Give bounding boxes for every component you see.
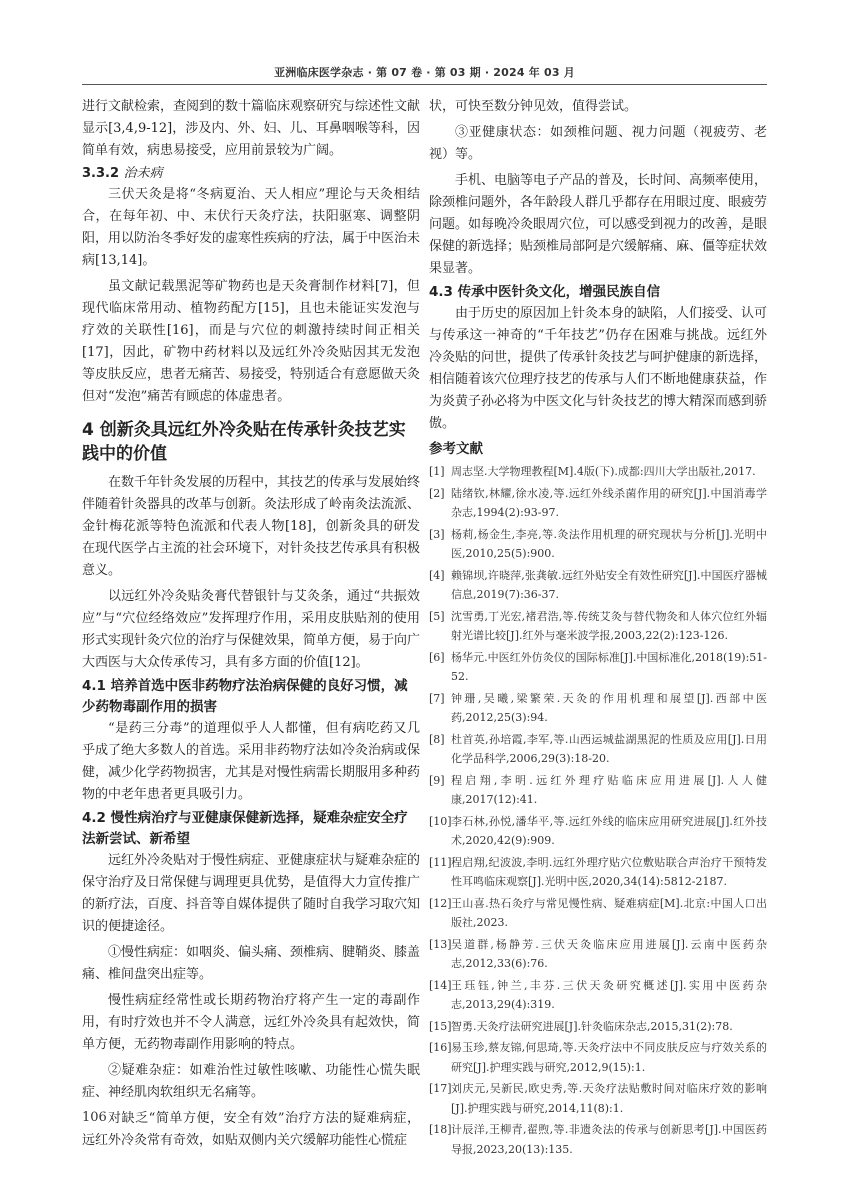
section-heading-3-3-2 — [82, 164, 420, 184]
reference-item — [429, 648, 767, 687]
reference-number: [6] — [429, 650, 445, 664]
section-heading-4-2: 4.2 慢性病治疗与亚健康保健新选择，疑难杂症安全疗法新尝试、新希望 — [82, 810, 408, 847]
right-column — [429, 96, 767, 1161]
paragraph: 三伏天灸是将“冬病夏治、天人相应”理论与天灸相结合，在每年初、中、末伏行天灸疗法，扶阳驱寒、调整阴阳，用以防治冬季好发的虚寒性疾病的疗法，属于中医治未病[13,14]。 — [82, 187, 421, 268]
reference-number: [12] — [429, 896, 452, 910]
reference-text: 王山喜.热石灸疗与常见慢性病、疑难病症[M].北京:中国人口出版社,2023. — [451, 896, 767, 929]
reference-text: 周志坚.大学物理教程[M].4版(下).成都:四川大学出版社,2017. — [451, 465, 756, 478]
reference-item — [429, 1038, 767, 1077]
reference-text: 李石林,孙悦,潘华平,等.远红外线的临床应用研究进展[J].红外技术,2020,42(9):909. — [451, 814, 767, 847]
reference-text: 杜首英,孙培霞,李军,等.山西运城盐湖黑泥的性质及应用[J].日用化学品科学,2006,29(3):18-20. — [451, 732, 767, 765]
reference-item — [429, 730, 767, 769]
reference-item — [429, 771, 767, 810]
reference-text: 钟珊,吴曦,梁繁荣.天灸的作用机理和展望[J].西部中医药,2012,25(3):94. — [451, 691, 767, 724]
reference-number: [14] — [429, 978, 452, 992]
reference-text: 杨莉,杨金生,李亮,等.灸法作用机理的研究现状与分析[J].光明中医,2010,25(5):900. — [451, 527, 767, 560]
section-number: 3.3.2 — [82, 166, 120, 181]
reference-item — [429, 812, 767, 851]
reference-item — [429, 1120, 767, 1159]
reference-item — [429, 1017, 767, 1037]
header-rule — [82, 84, 767, 85]
section-title: 治未病 — [123, 166, 163, 181]
reference-number: [4] — [429, 568, 445, 582]
left-column — [82, 96, 420, 1152]
reference-item — [429, 689, 767, 728]
paragraph: 状，可快至数分钟见效，值得尝试。 — [429, 99, 638, 114]
reference-text: 计辰洋,王柳青,翟煦,等.非遗灸法的传承与创新思考[J].中国医药导报,2023,20(13):135. — [451, 1123, 767, 1156]
paragraph: 远红外冷灸贴对于慢性病症、亚健康症状与疑难杂症的保守治疗及日常保健与调理更具优势，是值得大力宣传推广的新疗法，百度、抖音等自媒体提供了随时自我学习取穴知识的便捷途径。 — [82, 853, 421, 934]
paragraph: 在数千年针灸发展的历程中，其技艺的传承与发展始终伴随着针灸器具的改革与创新。灸法形成了岭南灸法流派、金针梅花派等特色流派和代表人物[18]，创新灸具的研发在现代医学占主流的社会环境下，对针灸技艺传承具有积极意义。 — [82, 475, 421, 578]
reference-text: 刘庆元,吴新民,欧史秀,等.天灸疗法贴敷时间对临床疗效的影响[J].护理实践与研究,2014,11(8):1. — [451, 1082, 767, 1115]
paragraph: 对缺乏“简单方便，安全有效”治疗方法的疑难病症，远红外冷灸常有奇效，如贴双侧内关穴缓解功能性心慌症 — [82, 1111, 420, 1148]
reference-text: 吴道群,杨静芳.三伏天灸临床应用进展[J].云南中医药杂志,2012,33(6):76. — [451, 937, 767, 970]
reference-number: [13] — [429, 937, 452, 951]
paragraph: 由于历史的原因加上针灸本身的缺陷，人们接受、认可与传承这一神奇的“千年技艺”仍存在困难与挑战。远红外冷灸贴的问世，提供了传承针灸技艺与呵护健康的新选择，相信随着该穴位理疗技艺的传承与人们不断地健康获益，作为炎黄子孙必将为中医文化与针灸技艺的博大精深而感到骄傲。 — [429, 306, 768, 431]
reference-number: [5] — [429, 609, 445, 623]
reference-item — [429, 853, 767, 892]
reference-item — [429, 462, 767, 482]
reference-item — [429, 525, 767, 564]
reference-text: 杨华元.中医红外仿灸仪的国际标准[J].中国标准化,2018(19):51-52. — [451, 650, 767, 683]
paragraph: 进行文献检索，查阅到的数十篇临床观察研究与综述性文献显示[3,4,9-12]，涉及内、外、妇、儿、耳鼻咽喉等科，因简单有效，病患易接受，应用前景较为广阔。 — [82, 99, 421, 158]
reference-number: [2] — [429, 486, 445, 500]
reference-text: 陆绪钦,林耀,徐水凌,等.远红外线杀菌作用的研究[J].中国消毒学杂志,1994(2):93-97. — [451, 486, 767, 519]
reference-item — [429, 1079, 767, 1118]
reference-text: 王珏钰,钟兰,丰芬.三伏天灸研究概述[J].实用中医药杂志,2013,29(4):319. — [451, 978, 767, 1011]
reference-number: [18] — [429, 1123, 452, 1136]
reference-item — [429, 484, 767, 523]
reference-text: 智勇.天灸疗法研究进展[J].针灸临床杂志,2015,31(2):78. — [451, 1019, 733, 1033]
page-number: 106 — [82, 1110, 107, 1125]
reference-number: [17] — [429, 1082, 452, 1095]
paragraph: “是药三分毒”的道理似乎人人都懂，但有病吃药又几乎成了绝大多数人的首选。采用非药物疗法如冷灸治病或保健，减少化学药物损害，尤其是对慢性病需长期服用多种药物的中老年患者更具吸引力。 — [82, 721, 421, 802]
reference-text: 程启翔,李明.远红外理疗贴临床应用进展[J].人人健康,2017(12):41. — [451, 773, 767, 806]
reference-number: [10] — [429, 814, 452, 828]
reference-number: [9] — [429, 773, 445, 787]
references-heading: 参考文献 — [429, 441, 483, 457]
reference-number: [15] — [429, 1019, 452, 1033]
paragraph: 手机、电脑等电子产品的普及，长时间、高频率使用，除颈椎问题外，各年龄段人群几乎都存在用眼过度、眼疲劳问题。如每晚冷灸眼周穴位，可以感受到视力的改善，是眼保健的新选择；贴颈椎局部阿是穴缓解痛、麻、僵等症状效果显著。 — [429, 173, 768, 276]
reference-number: [8] — [429, 732, 445, 746]
paragraph: 以远红外冷灸贴灸膏代替银针与艾灸条，通过“共振效应”与“穴位经络效应”发挥理疗作用，采用皮肤贴剂的使用形式实现针灸穴位的治疗与保健效果，简单方便，易于向广大西医与大众传承传习，具有多方面的价值[12]。 — [82, 589, 421, 670]
reference-number: [7] — [429, 691, 445, 705]
reference-number: [3] — [429, 527, 445, 541]
reference-item — [429, 976, 767, 1015]
paragraph: 慢性病症经常性或长期药物治疗将产生一定的毒副作用，有时疗效也并不令人满意，远红外冷灸具有起效快，简单方便，无药物毒副作用影响的特点。 — [82, 993, 421, 1052]
paragraph: ①慢性病症：如咽炎、偏头痛、颈椎病、腱鞘炎、膝盖痛、椎间盘突出症等。 — [82, 945, 421, 982]
reference-number: [1] — [429, 465, 445, 478]
reference-number: [11] — [429, 855, 452, 869]
reference-text: 程启翔,纪波波,李明.远红外理疗贴穴位敷贴联合声治疗干预特发性耳鸣临床观察[J].光明中医,2020,34(14):5812-2187. — [451, 855, 767, 888]
reference-text: 沈雪勇,丁光宏,褚君浩,等.传统艾灸与替代物灸和人体穴位红外辐射光谱比较[J].红外与毫米波学报,2003,22(2):123-126. — [451, 609, 767, 642]
reference-item — [429, 607, 767, 646]
paragraph: ②疑难杂症：如难治性过敏性咳嗽、功能性心慌失眠症、神经肌肉软组织无名痛等。 — [82, 1063, 420, 1100]
section-heading-4: 4 创新灸具远红外冷灸贴在传承针灸技艺实践中的价值 — [82, 420, 406, 464]
reference-item — [429, 935, 767, 974]
journal-header: 亚洲临床医学杂志 · 第 07 卷 · 第 03 期 · 2024 年 03 月 — [274, 66, 575, 79]
paragraph: 虽文献记载黑泥等矿物药也是天灸膏制作材料[7]，但现代临床常用动、植物药配方[15]，且也未能证实发泡与疗效的关联性[16]，而是与穴位的刺激持续时间正相关[17]，因此，矿物中药材料以及远红外冷灸贴因其无发泡等皮肤反应，患者无痛苦、易接受，特别适合有意愿做天灸但对“发泡”痛苦有顾虑的体虚患者。 — [82, 279, 421, 404]
references-list — [429, 462, 767, 1159]
reference-text: 赖锦坝,许晓萍,张龚敏.远红外贴安全有效性研究[J].中国医疗器械信息,2019(7):36-37. — [451, 568, 767, 601]
reference-item — [429, 894, 767, 933]
reference-item — [429, 566, 767, 605]
section-heading-4-3: 4.3 传承中医针灸文化，增强民族自信 — [429, 284, 661, 300]
reference-number: [16] — [429, 1041, 452, 1054]
section-heading-4-1: 4.1 培养首选中医非药物疗法治病保健的良好习惯，减少药物毒副作用的损害 — [82, 678, 408, 715]
paragraph: ③亚健康状态：如颈椎问题、视力问题（视疲劳、老视）等。 — [429, 125, 767, 162]
reference-text: 易玉珍,蔡友锦,何思琦,等.天灸疗法中不同皮肤反应与疗效关系的研究[J].护理实践与研究,2012,9(15):1. — [451, 1041, 767, 1074]
